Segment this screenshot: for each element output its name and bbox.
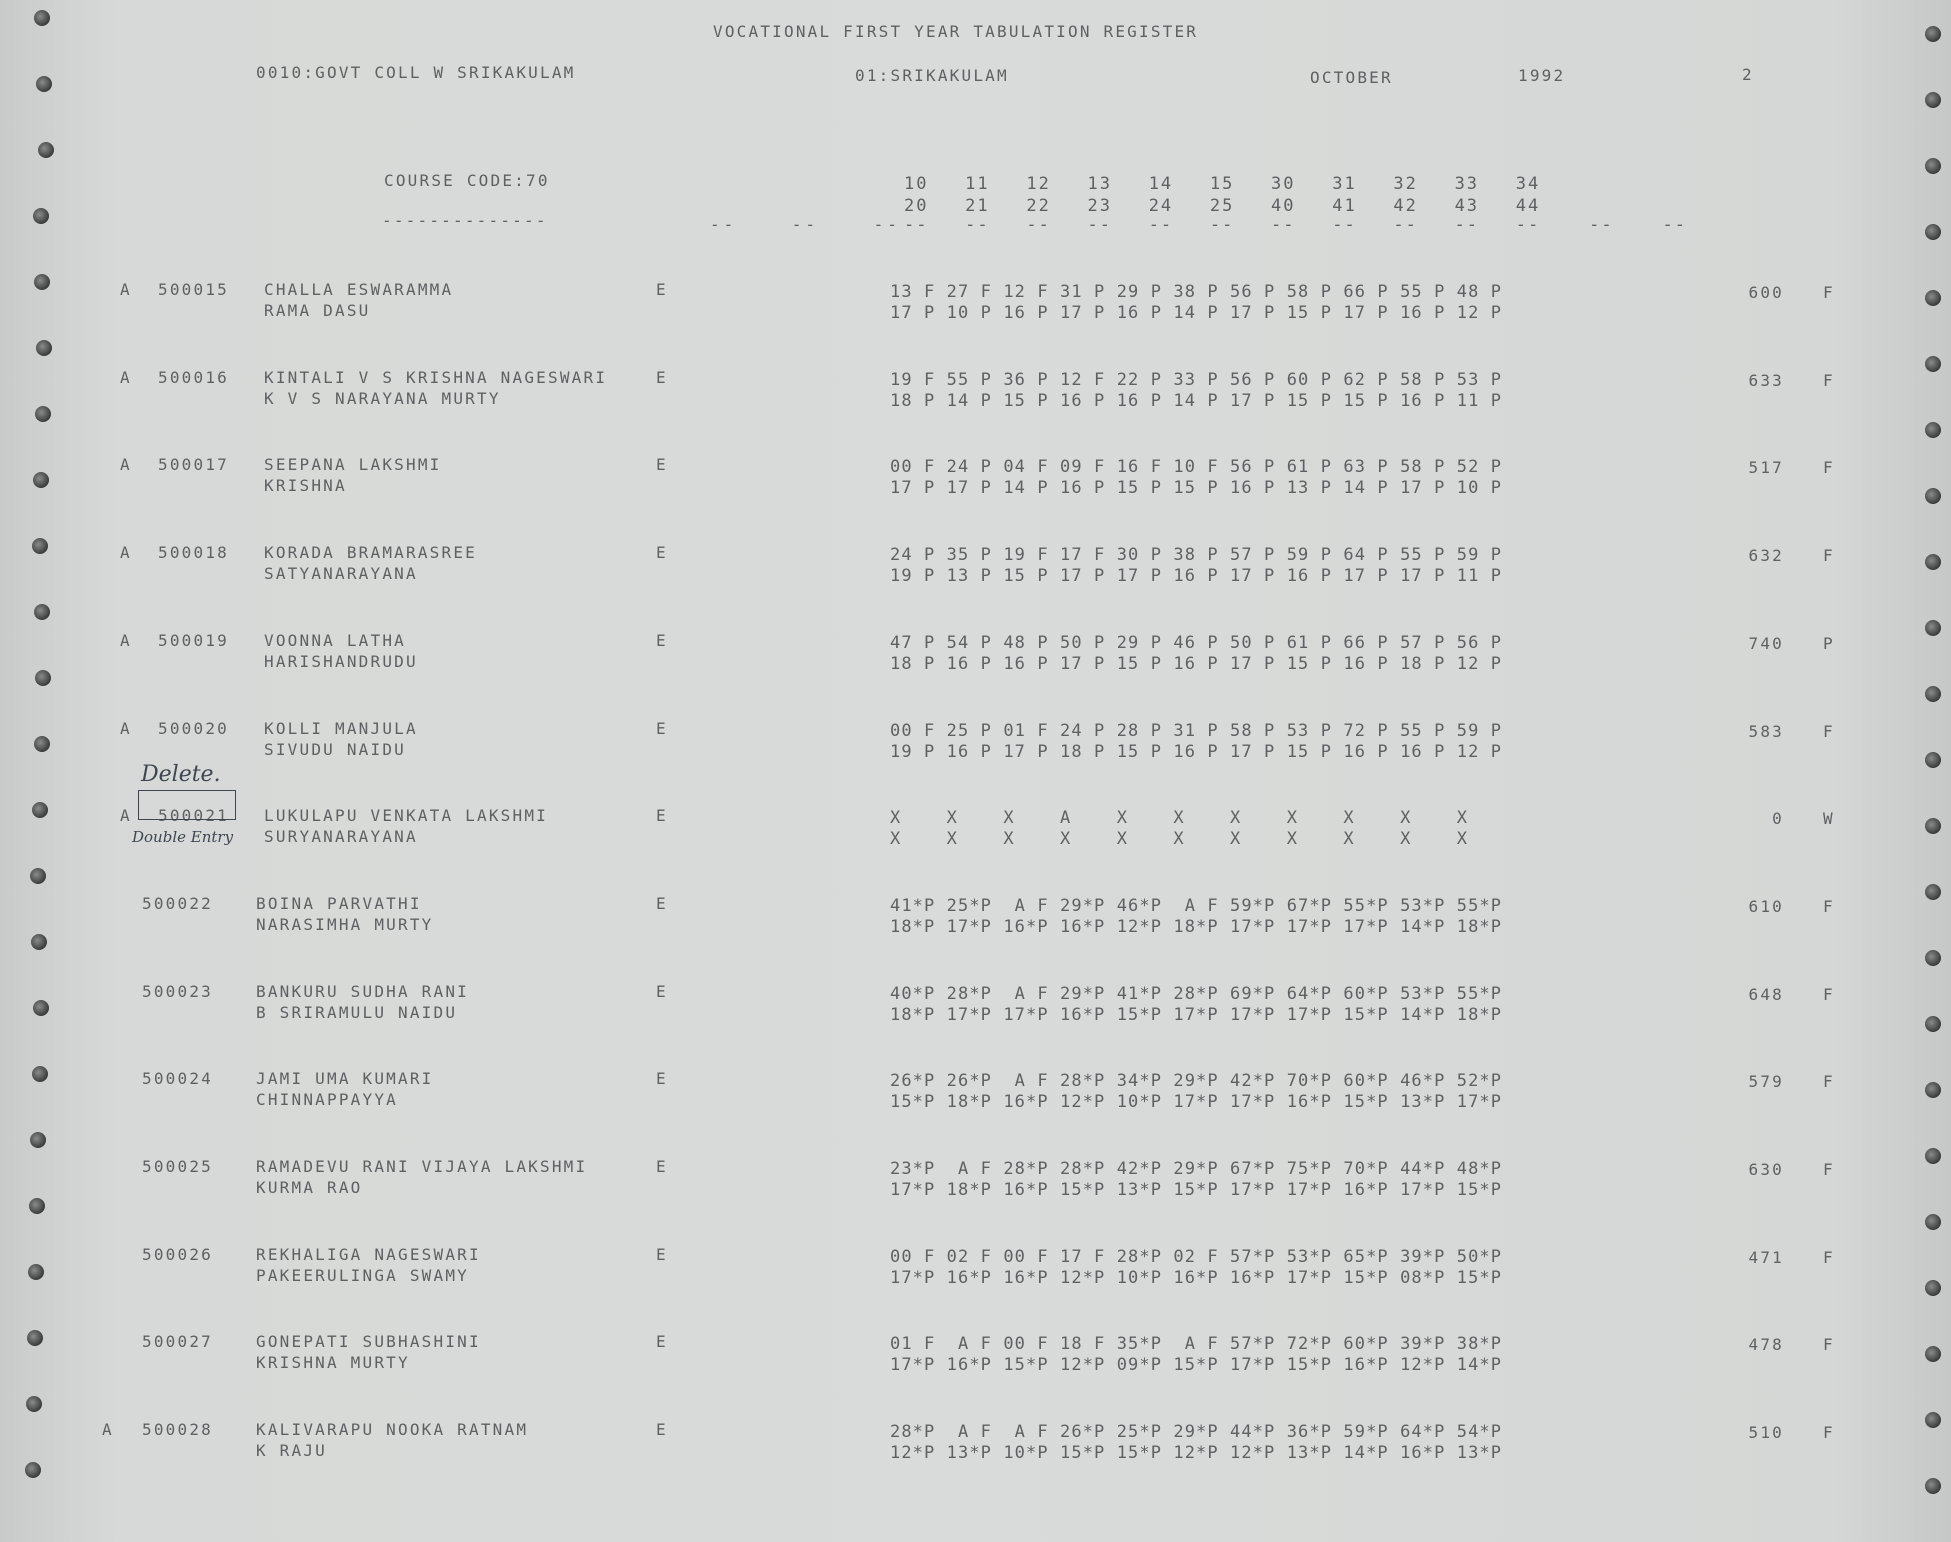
- row-flag: A: [120, 280, 132, 299]
- parent-name: K RAJU: [256, 1441, 327, 1461]
- medium: E: [656, 630, 668, 650]
- roll-number: 500019: [158, 630, 229, 650]
- parent-name: B SRIRAMULU NAIDU: [256, 1002, 458, 1022]
- result: F: [1823, 896, 1835, 916]
- roll-number: 500020: [158, 718, 229, 738]
- sprocket-hole-right: [1925, 1016, 1941, 1032]
- sprocket-hole-right: [1925, 1346, 1941, 1362]
- course-left-dashes: -- -- --: [710, 215, 901, 234]
- subject-codes-top: 10 11 12 13 14 15 30 31 32 33 34: [904, 174, 1541, 194]
- sprocket-hole-right: [1925, 422, 1941, 438]
- sprocket-hole-left: [32, 802, 48, 818]
- sprocket-hole-right: [1925, 686, 1941, 702]
- sprocket-hole-left: [25, 1462, 41, 1478]
- result: F: [1823, 283, 1835, 302]
- student-name: CHALLA ESWARAMMA: [264, 280, 454, 299]
- total-marks: 579: [1748, 1072, 1784, 1092]
- roll-number: 500025: [142, 1157, 213, 1176]
- exam-month: OCTOBER: [1310, 68, 1393, 87]
- student-name: LUKULAPU VENKATA LAKSHMI: [264, 806, 548, 826]
- parent-name: PAKEERULINGA SWAMY: [256, 1265, 469, 1285]
- parent-name: NARASIMHA MURTY: [256, 914, 434, 934]
- result: F: [1823, 1423, 1835, 1443]
- total-marks: 610: [1748, 896, 1784, 916]
- result: F: [1823, 1072, 1835, 1092]
- result: F: [1823, 370, 1835, 390]
- parent-name: K V S NARAYANA MURTY: [264, 388, 501, 408]
- total-marks: 583: [1748, 721, 1784, 741]
- total-marks: 633: [1748, 370, 1784, 390]
- marks-row-1: 41*P 25*P A F 29*P 46*P A F 59*P 67*P 55*P 53*P 55*P: [890, 895, 1503, 916]
- roll-number: 500015: [158, 280, 229, 299]
- marks-row-1: 19 F 55 P 36 P 12 F 22 P 33 P 56 P 60 P 62 P 58 P 53 P: [890, 369, 1503, 390]
- course-code-underline: --------------: [382, 211, 548, 230]
- marks-row-1: 01 F A F 00 F 18 F 35*P A F 57*P 72*P 60*P 39*P 38*P: [890, 1334, 1503, 1355]
- result: W: [1823, 809, 1835, 829]
- exam-year: 1992: [1518, 66, 1566, 85]
- marks-row-2: 19 P 13 P 15 P 17 P 17 P 16 P 17 P 16 P 17 P 17 P 11 P: [890, 566, 1503, 587]
- sprocket-hole-left: [34, 604, 50, 620]
- marks-row-2: 18 P 14 P 15 P 16 P 16 P 14 P 17 P 15 P 15 P 16 P 11 P: [890, 390, 1503, 411]
- sprocket-hole-left: [38, 142, 54, 158]
- result: F: [1823, 1247, 1835, 1267]
- roll-number: 500027: [142, 1332, 213, 1352]
- subject-codes-bottom: 20 21 22 23 24 25 40 41 42 43 44: [904, 196, 1541, 216]
- sprocket-hole-left: [30, 868, 46, 884]
- parent-name: RAMA DASU: [264, 301, 371, 320]
- student-name: KOLLI MANJULA: [264, 718, 418, 738]
- total-marks: 632: [1748, 546, 1784, 566]
- marks-row-2: X X X X X X X X X X X: [890, 829, 1469, 850]
- total-marks: 478: [1748, 1335, 1784, 1355]
- marks-row-1: 00 F 24 P 04 F 09 F 16 F 10 F 56 P 61 P 63 P 58 P 52 P: [890, 457, 1503, 478]
- parent-name: SATYANARAYANA: [264, 564, 418, 584]
- marks-row-2: 17 P 17 P 14 P 16 P 15 P 15 P 16 P 13 P 14 P 17 P 10 P: [890, 478, 1503, 499]
- result: F: [1823, 1335, 1835, 1355]
- result: F: [1823, 546, 1835, 566]
- medium: E: [656, 1332, 668, 1352]
- total-marks: 600: [1748, 283, 1784, 302]
- total-marks: 517: [1748, 458, 1784, 478]
- subject-codes-dashes: -- -- -- -- -- -- -- -- -- -- -- -- --: [904, 215, 1688, 235]
- student-name: RAMADEVU RANI VIJAYA LAKSHMI: [256, 1157, 588, 1176]
- sprocket-hole-left: [30, 1132, 46, 1148]
- parent-name: HARISHANDRUDU: [264, 651, 418, 671]
- sprocket-hole-left: [28, 1264, 44, 1280]
- sprocket-hole-right: [1925, 1478, 1941, 1494]
- marks-row-1: 00 F 25 P 01 F 24 P 28 P 31 P 58 P 53 P 72 P 55 P 59 P: [890, 720, 1503, 741]
- sprocket-hole-right: [1925, 1082, 1941, 1098]
- sprocket-hole-right: [1925, 1280, 1941, 1296]
- medium: E: [656, 1420, 668, 1440]
- student-name: GONEPATI SUBHASHINI: [256, 1332, 481, 1352]
- student-name: KINTALI V S KRISHNA NAGESWARI: [264, 367, 608, 387]
- sprocket-hole-left: [33, 1000, 49, 1016]
- medium: E: [656, 543, 668, 563]
- row-flag: A: [120, 543, 132, 563]
- sprocket-hole-right: [1925, 488, 1941, 504]
- total-marks: 648: [1748, 984, 1784, 1004]
- student-name: KALIVARAPU NOOKA RATNAM: [256, 1420, 529, 1440]
- register-title: VOCATIONAL FIRST YEAR TABULATION REGISTER: [713, 22, 1199, 41]
- marks-row-1: 24 P 35 P 19 F 17 F 30 P 38 P 57 P 59 P 64 P 55 P 59 P: [890, 545, 1503, 566]
- sprocket-hole-right: [1925, 950, 1941, 966]
- parent-name: KURMA RAO: [256, 1178, 363, 1197]
- roll-number: 500028: [142, 1420, 213, 1440]
- roll-number-box: [138, 790, 236, 820]
- sprocket-hole-right: [1925, 554, 1941, 570]
- medium: E: [656, 981, 668, 1001]
- parent-name: SURYANARAYANA: [264, 827, 418, 847]
- marks-row-1: 26*P 26*P A F 28*P 34*P 29*P 42*P 70*P 60*P 46*P 52*P: [890, 1071, 1503, 1092]
- medium: E: [656, 1244, 668, 1264]
- sprocket-hole-left: [26, 1396, 42, 1412]
- marks-row-2: 19 P 16 P 17 P 18 P 15 P 16 P 17 P 15 P 16 P 16 P 12 P: [890, 741, 1503, 762]
- roll-number: 500021: [158, 806, 229, 826]
- sprocket-hole-left: [34, 736, 50, 752]
- sprocket-hole-left: [32, 538, 48, 554]
- row-flag: A: [120, 806, 132, 826]
- marks-row-1: X X X A X X X X X X X: [890, 808, 1469, 829]
- sprocket-hole-right: [1925, 1148, 1941, 1164]
- sprocket-hole-left: [33, 472, 49, 488]
- sprocket-hole-left: [34, 274, 50, 290]
- marks-row-2: 17*P 16*P 16*P 12*P 10*P 16*P 16*P 17*P 15*P 08*P 15*P: [890, 1267, 1503, 1288]
- total-marks: 471: [1748, 1247, 1784, 1267]
- medium: E: [656, 1069, 668, 1089]
- student-name: JAMI UMA KUMARI: [256, 1069, 434, 1089]
- district-name: 01:SRIKAKULAM: [855, 66, 1009, 85]
- sprocket-hole-left: [34, 10, 50, 26]
- marks-row-2: 12*P 13*P 10*P 15*P 15*P 12*P 12*P 13*P 14*P 16*P 13*P: [890, 1443, 1503, 1464]
- sprocket-hole-right: [1925, 26, 1941, 42]
- medium: E: [656, 806, 668, 826]
- sprocket-hole-right: [1925, 356, 1941, 372]
- marks-row-1: 00 F 02 F 00 F 17 F 28*P 02 F 57*P 53*P 65*P 39*P 50*P: [890, 1246, 1503, 1267]
- sprocket-hole-right: [1925, 92, 1941, 108]
- row-flag: A: [120, 367, 132, 387]
- result: F: [1823, 458, 1835, 478]
- medium: E: [656, 367, 668, 387]
- result: F: [1823, 984, 1835, 1004]
- sprocket-hole-left: [29, 1198, 45, 1214]
- sprocket-hole-right: [1925, 1412, 1941, 1428]
- sprocket-hole-right: [1925, 158, 1941, 174]
- marks-row-1: 28*P A F A F 26*P 25*P 29*P 44*P 36*P 59*P 64*P 54*P: [890, 1422, 1503, 1443]
- row-flag: A: [120, 630, 132, 650]
- college-name: 0010:GOVT COLL W SRIKAKULAM: [256, 63, 576, 82]
- sprocket-hole-left: [33, 208, 49, 224]
- marks-row-2: 18*P 17*P 16*P 16*P 12*P 18*P 17*P 17*P 17*P 14*P 18*P: [890, 916, 1503, 937]
- student-name: KORADA BRAMARASREE: [264, 543, 477, 563]
- roll-number: 500018: [158, 543, 229, 563]
- marks-row-2: 17 P 10 P 16 P 17 P 16 P 14 P 17 P 15 P 17 P 16 P 12 P: [890, 303, 1503, 323]
- roll-number: 500017: [158, 455, 229, 475]
- row-flag: A: [120, 455, 132, 475]
- result: P: [1823, 633, 1835, 653]
- roll-number: 500022: [142, 893, 213, 913]
- student-name: BANKURU SUDHA RANI: [256, 981, 469, 1001]
- sprocket-hole-right: [1925, 224, 1941, 240]
- delete-annotation: Delete.: [141, 762, 221, 787]
- sprocket-hole-left: [35, 670, 51, 686]
- sprocket-hole-left: [27, 1330, 43, 1346]
- marks-row-2: 17*P 16*P 15*P 12*P 09*P 15*P 17*P 15*P 16*P 12*P 14*P: [890, 1355, 1503, 1376]
- sprocket-hole-right: [1925, 290, 1941, 306]
- roll-number: 500026: [142, 1244, 213, 1264]
- total-marks: 630: [1748, 1160, 1784, 1179]
- student-name: BOINA PARVATHI: [256, 893, 422, 913]
- medium: E: [656, 455, 668, 475]
- roll-number: 500016: [158, 367, 229, 387]
- marks-row-1: 13 F 27 F 12 F 31 P 29 P 38 P 56 P 58 P 66 P 55 P 48 P: [890, 282, 1503, 302]
- medium: E: [656, 280, 668, 299]
- parent-name: SIVUDU NAIDU: [264, 739, 406, 759]
- sprocket-hole-right: [1925, 752, 1941, 768]
- sprocket-hole-right: [1925, 884, 1941, 900]
- sprocket-hole-left: [36, 76, 52, 92]
- total-marks: 510: [1748, 1423, 1784, 1443]
- sprocket-hole-left: [31, 934, 47, 950]
- total-marks: 0: [1772, 809, 1784, 829]
- sprocket-hole-left: [32, 1066, 48, 1082]
- result: F: [1823, 1160, 1835, 1179]
- sprocket-hole-right: [1925, 1214, 1941, 1230]
- marks-row-2: 18 P 16 P 16 P 17 P 15 P 16 P 17 P 15 P 16 P 18 P 12 P: [890, 653, 1503, 674]
- roll-number: 500023: [142, 981, 213, 1001]
- sprocket-hole-right: [1925, 620, 1941, 636]
- marks-row-2: 18*P 17*P 17*P 16*P 15*P 17*P 17*P 17*P 15*P 14*P 18*P: [890, 1004, 1503, 1025]
- medium: E: [656, 718, 668, 738]
- parent-name: CHINNAPPAYYA: [256, 1090, 398, 1110]
- parent-name: KRISHNA: [264, 476, 347, 496]
- marks-row-1: 40*P 28*P A F 29*P 41*P 28*P 69*P 64*P 60*P 53*P 55*P: [890, 983, 1503, 1004]
- row-flag: A: [120, 718, 132, 738]
- medium: E: [656, 893, 668, 913]
- marks-row-1: 23*P A F 28*P 28*P 42*P 29*P 67*P 75*P 70*P 44*P 48*P: [890, 1159, 1503, 1179]
- marks-row-2: 15*P 18*P 16*P 12*P 10*P 17*P 17*P 16*P 15*P 13*P 17*P: [890, 1092, 1503, 1113]
- medium: E: [656, 1157, 668, 1176]
- student-name: SEEPANA LAKSHMI: [264, 455, 442, 475]
- sprocket-hole-left: [36, 340, 52, 356]
- sprocket-hole-left: [35, 406, 51, 422]
- double-entry-annotation: Double Entry: [132, 828, 234, 846]
- student-name: VOONNA LATHA: [264, 630, 406, 650]
- parent-name: KRISHNA MURTY: [256, 1353, 410, 1373]
- sprocket-hole-right: [1925, 818, 1941, 834]
- course-code: COURSE CODE:70: [384, 171, 550, 190]
- student-name: REKHALIGA NAGESWARI: [256, 1244, 481, 1264]
- marks-row-1: 47 P 54 P 48 P 50 P 29 P 46 P 50 P 61 P 66 P 57 P 56 P: [890, 632, 1503, 653]
- roll-number: 500024: [142, 1069, 213, 1089]
- row-flag: A: [102, 1420, 114, 1440]
- marks-row-2: 17*P 18*P 16*P 15*P 13*P 15*P 17*P 17*P 16*P 17*P 15*P: [890, 1180, 1503, 1200]
- total-marks: 740: [1748, 633, 1784, 653]
- result: F: [1823, 721, 1835, 741]
- page-number: 2: [1742, 65, 1754, 84]
